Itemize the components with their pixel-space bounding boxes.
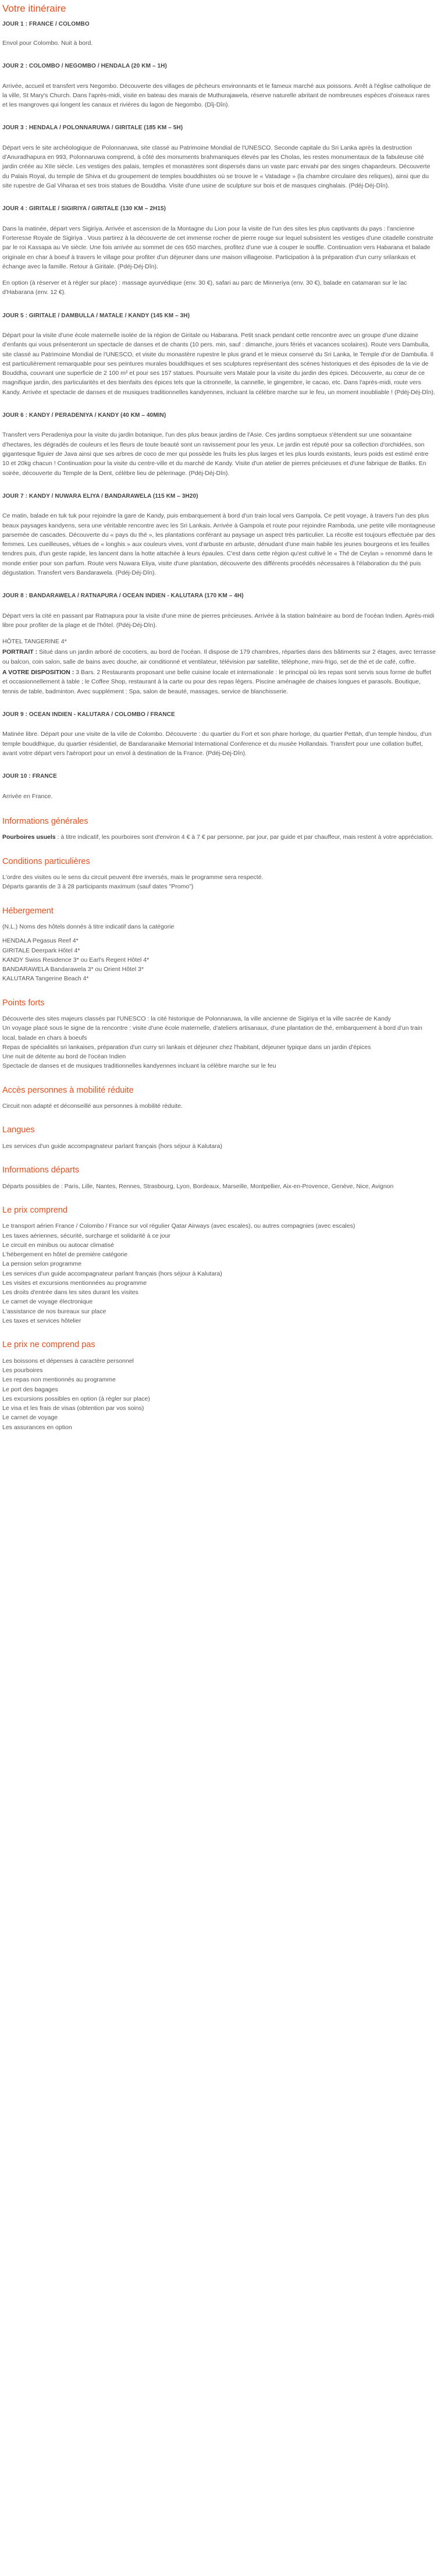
day-6 [2, 411, 436, 478]
list-item: Les visites et excursions mentionnées au programme [2, 1279, 147, 1287]
day-3 [2, 123, 436, 190]
section-title: Langues [2, 1125, 35, 1135]
section-conditions [2, 855, 436, 892]
hotel-heading: HÔTEL TANGERINE 4* [2, 638, 67, 646]
list-item: Le transport aérien France / Colombo / France sur vol régulier Qatar Airways (avec escales), ou autres compagnies (avec escales) [2, 1223, 355, 1230]
day-1 [2, 20, 436, 48]
highlights-list [2, 1014, 436, 1071]
section-highlights [2, 997, 436, 1071]
list-item: Les pourboires [2, 1367, 43, 1374]
section-title: Hébergement [2, 906, 54, 916]
section-languages [2, 1124, 436, 1151]
conditions-list [2, 873, 436, 892]
day-description: Départ pour la visite d'une école maternelle isolée de la région de Giritale ou Habarana. Petit snack pendant cette rencontre avec un groupe d'une dizaine d'enfants qui vous présenteront un spectacle de danses et de chants (10 pers. min, sauf : dimanche, jours fériés et vacances scolaires). Route vers Dambulla, site classé au Patrimoine Mondial de l'UNESCO, et visite du monastère rupestre le plus grand et le mieux conservé du Sri Lanka, le Temple d'or de Dambulla. Il est particulièrement remarquable pour ses peintures murales bouddhiques et ses sculptures représentant des scènes historiques et des épisodes de la vie de Bouddha, couvrant une superficie de 2 100 m² et pour ses 157 statues. Poursuite vers Matale pour la visite du jardin des épices. Découverte, au cœur de ce magnifique jardin, des particularités et des bienfaits des épices tels que la citronnelle, la cannelle, le gingembre, le cacao, etc. Dans l'après-midi, route vers Kandy. Arrivée et spectacle de danses et de musiques traditionnelles kandyennes, incluant la célèbre marche sur le feu, un moment inoubliable ! (Pdéj-Déj-Dîn). [2, 332, 435, 396]
hotel-amenities-label: A VOTRE DISPOSITION : [2, 668, 74, 676]
list-item: Les taxes aériennes, sécurité, surcharge et solidarité à ce jour [2, 1232, 170, 1239]
list-item: KALUTARA Tangerine Beach 4* [2, 975, 89, 983]
tips-label: Pourboires usuels [2, 834, 56, 841]
list-item: Les boissons et dépenses à caractère personnel [2, 1357, 134, 1365]
list-item: Repas de spécialités sri lankaises, préparation d'un curry sri lankais et déjeuner chez l'habitant, déjeuner typique dans un jardin d'épices [2, 1043, 371, 1051]
includes-list [2, 1221, 436, 1326]
day-5 [2, 311, 436, 397]
day-title: JOUR 10 : FRANCE [2, 773, 57, 780]
list-item: Le carnet de voyage [2, 1414, 58, 1422]
list-item: Les repas non mentionnés au programme [2, 1376, 116, 1384]
list-item: Le carnet de voyage électronique [2, 1298, 93, 1306]
list-item: L'assistance de nos bureaux sur place [2, 1308, 106, 1315]
departures-text: Départs possibles de : Paris, Lille, Nantes, Rennes, Strasbourg, Lyon, Bordeaux, Marseille, Montpellier, Aix-en-Provence, Genève, Nice, Avignon [2, 1182, 394, 1190]
list-item: L'ordre des visites ou le sens du circuit peuvent être inversés, mais le programme sera respecté. [2, 874, 264, 881]
day-title: JOUR 7 : KANDY / NUWARA ELIYA / BANDARAWELA (115 KM – 3H20) [2, 492, 198, 499]
list-item: Découverte des sites majeurs classés par l'UNESCO : la cité historique de Polonnaruwa, la ville ancienne de Sigiriya et la ville sacrée de Kandy [2, 1015, 391, 1023]
day-description: Arrivée en France. [2, 792, 53, 800]
accessibility-text: Circuit non adapté et déconseillé aux personnes à mobilité réduite. [2, 1103, 183, 1110]
day-title: JOUR 5 : GIRITALE / DAMBULLA / MATALE / KANDY (145 KM – 3H) [2, 312, 190, 319]
day-option: En option (à réserver et à régler sur place) : massage ayurvédique (env. 30 €), safari au parc de Minneriya (env. 30 €), balade en catamaran sur le lac d'Habarana (env. 12 €). [2, 279, 407, 296]
section-title: Conditions particulières [2, 856, 90, 866]
list-item: Spectacle de danses et de musiques traditionnelles kandyennes incluant la célèbre marche sur le feu [2, 1062, 276, 1070]
day-description: Ce matin, balade en tuk tuk pour rejoindre la gare de Kandy, puis embarquement à bord d'un train local vers Gampola. Ce petit voyage, à travers l'un des plus beaux paysages kandyens, sera une véritable rencontre avec les Sri Lankais. Arrivée à Gampola et route pour rejoindre Ramboda, une petite ville montagneuse parsemée de cascades. Découverte du « pays du thé », les plantations conférant au paysage un aspect très particulier. La récolte est toujours effectuée par des femmes. Les cueilleuses, vêtues de « longhis » aux couleurs vives, vont d'arbuste en arbuste, dénudant d'une main habile les jeunes bourgeons et les feuilles tendres puis, d'un geste rapide, les lancent dans la hotte attachée à leurs épaules. C'est dans cette région qu'est cultivé le « Thé de Ceylan » renommé dans le monde entier pour son parfum. Route vers Nuwara Eliya, visite d'une plantation, découverte des différents procédés nécessaires à l'élaboration du thé puis dégustation. Transfert vers Bandarawela. (Pdéj-Déj-Dîn). [2, 512, 436, 576]
day-4 [2, 204, 436, 297]
day-7 [2, 492, 436, 577]
day-description: Matinée libre. Départ pour une visite de la ville de Colombo. Découverte : du quartier du Fort et son phare horloge, du quartier Pettah, d'un temple hindou, d'un temple bouddhique, du quartier résidentiel, de Bandaranaike Memorial International Conference et du musée Hollandais. Transfert pour une collation buffet, avant votre départ vers l'aéroport pour un envol à destination de la France. (Pdéj-Déj-Dîn). [2, 731, 432, 757]
day-title: JOUR 1 : FRANCE / COLOMBO [2, 21, 90, 28]
day-9 [2, 710, 436, 758]
day-8 [2, 591, 436, 696]
section-accessibility [2, 1084, 436, 1111]
list-item: GIRITALE Deerpark Hôtel 4* [2, 947, 80, 954]
hotel-info [2, 637, 436, 696]
section-departures [2, 1164, 436, 1191]
day-description: Départ vers le site archéologique de Polonnaruwa, site classé au Patrimoine Mondial de l'UNESCO. Seconde capitale du Sri Lanka après la destruction d'Anuradhapura en 993, Polonnaruwa comprend, à côté des monuments brahmaniques élevés par les Cholas, les restes monumentaux de la fabuleuse cité jardin créée au XIIe siècle. Les vestiges des palais, temples et monastères sont dispersés dans un vaste parc envahi par des singes chapardeurs. Découverte du Palais Royal, du temple de Shiva et du groupement de temples bouddhistes où se trouve le « Vatadage » (la chambre circulaire des reliques), ainsi que du site rupestre de Gal Viharaa et ses trois statues de Bouddha. Visite d'une usine de sculpture sur bois et de masques cinghalais. (Pdéj-Déj-Dîn). [2, 144, 431, 189]
list-item: Le port des bagages [2, 1386, 58, 1393]
section-price-includes [2, 1204, 436, 1326]
section-general-info [2, 815, 436, 842]
hotel-amenities [2, 668, 436, 696]
tips-text: : à titre indicatif, les pourboires sont d'environ 4 € à 7 € par personne, par jour, par guide et par chauffeur, mais restent à votre appréciation. [55, 834, 433, 841]
list-item: La pension selon programme [2, 1260, 81, 1268]
list-item: Un voyage placé sous le signe de la rencontre : visite d'une école maternelle, d'ateliers artisanaux, d'une plantation de thé, embarquement à bord d'un train local, balade en chars à boeufs [2, 1025, 422, 1041]
section-title: Informations départs [2, 1165, 80, 1175]
day-title: JOUR 9 : OCEAN INDIEN - KALUTARA / COLOMBO / FRANCE [2, 711, 175, 718]
day-description: Envol pour Colombo. Nuit à bord. [2, 39, 93, 47]
section-title: Informations générales [2, 816, 88, 826]
day-description: Départ vers la cité en passant par Ratnapura pour la visite d'une mine de pierres précieuses. Arrivée à la station balnéaire au bord de l'océan Indien. Après-midi libre pour profiter de la plage et de l'hôtel. (Pdéj-Déj-Dîn). [2, 612, 435, 629]
list-item: Les assurances en option [2, 1423, 72, 1431]
section-title: Le prix comprend [2, 1205, 68, 1215]
list-item: L'hébergement en hôtel de première catégorie [2, 1251, 128, 1259]
list-item: Le circuit en minibus ou autocar climatisé [2, 1241, 115, 1249]
page-title: Votre itinéraire [2, 3, 66, 14]
hotel-portrait-text: Situé dans un jardin arboré de cocotiers, au bord de l'océan. Il dispose de 179 chambres, réparties dans des bâtiments sur 2 étages, avec terrasse ou balcon, coin salon, salle de bains avec douche, air conditionné et ventilateur, télévision par satellite, téléphone, mini-frigo, set de thé et de café, coffre. [2, 649, 436, 665]
tips-info [2, 832, 436, 842]
day-title: JOUR 2 : COLOMBO / NEGOMBO / HENDALA (20 KM – 1H) [2, 63, 167, 70]
list-item: Départs garantis de 3 à 28 participants maximum (sauf dates "Promo") [2, 883, 194, 891]
list-item: Les services d'un guide accompagnateur parlant français (hors séjour à Kalutara) [2, 1270, 222, 1277]
day-2 [2, 62, 436, 109]
day-10 [2, 772, 436, 801]
section-lodging [2, 905, 436, 984]
hotel-amenities-text: 3 Bars. 2 Restaurants proposant une belle cuisine locale et internationale : le principal où les repas sont servis sous forme de buffet et occasionnellement à table ; le Coffee Shop, restaurant à la carte ou pour des repas légers. Piscine aménagée de chaises longues et parasols. Boutique, tennis de table, badminton. Avec supplément : Spa, salon de beauté, massages, service de blanchisserie. [2, 668, 432, 695]
section-title: Accès personnes à mobilité réduite [2, 1085, 134, 1095]
day-description: Transfert vers Peradeniya pour la visite du jardin botanique, l'un des plus beaux jardins de l'Asie. Ces jardins somptueux s'étendent sur une soixantaine d'hectares, les dégradés de couleurs et les fleurs de toute beauté sont un ravissement pour les yeux. Le jardin est réputé pour sa collection d'orchidées, son gigantesque figuier de Java ainsi que ses arbres de coco de mer qui possède les fruits les plus larges et les plus lourds existants, leurs poids est estimé entre 10 et 20kg chacun ! Continuation pour la visite du centre-ville et du marché de Kandy. Visite d'un atelier de pierres précieuses et d'une fabrique de Batiks. En soirée, découverte du Temple de la Dent, célèbre lieu de pèlerinage. (Pdéj-Déj-Dîn). [2, 431, 429, 477]
lodging-intro: (N.L.) Noms des hôtels donnés à titre indicatif dans la catégorie [2, 923, 175, 931]
day-title: JOUR 6 : KANDY / PERADENIYA / KANDY (40 KM – 40MIN) [2, 412, 166, 419]
day-description: Arrivée, accueil et transfert vers Negombo. Découverte des villages de pêcheurs environnants et le fameux marché aux poissons. Arrêt à l'église catholique de la ville, St Mary's Church. Dans l'après-midi, visite en bateau des marais de Muthurajawela, réserve naturelle abritant de nombreuses espèces d'oiseaux rares et les mangroves qui longent les canaux et rivières du lagon de Negombo. (Dîj-Dîn). [2, 82, 431, 109]
excludes-list [2, 1356, 436, 1432]
hotel-portrait-label: PORTRAIT : [2, 649, 38, 656]
day-title: JOUR 4 : GIRITALE / SIGIRIYA / GIRITALE (130 KM – 2H15) [2, 205, 166, 212]
list-item: Les excursions possibles en option (à régler sur place) [2, 1395, 150, 1402]
list-item: Les taxes et services hôtelier [2, 1317, 81, 1325]
day-description: Dans la matinée, départ vers Sigiriya. Arrivée et ascension de la Montagne du Lion pour la visite de l'un des sites les plus captivants du pays : l'ancienne Forteresse Royale de Sigiriya . Vous partirez à la découverte de cet immense rocher de pierre rouge sur lequel subsistent les vestiges d'une citadelle construite par le roi Kassapa au Ve siècle. Une fois arrivée au sommet de ces 650 marches, profitez d'une vue à couper le souffle. Continuation vers Habarana et balade originale en char à boeuf à travers le village pour profiter d'un déjeuner dans une maison villageoise. Participation à la préparation d'un curry srilankais et échange avec la famille. Retour à Giritale. (Pdéj-Déj-Dîn). [2, 225, 433, 270]
hotel-portrait [2, 647, 436, 667]
day-title: JOUR 3 : HENDALA / POLONNARUWA / GIRITALE (185 KM – 5H) [2, 125, 183, 132]
section-title: Points forts [2, 998, 45, 1008]
list-item: Le visa et les frais de visas (obtention par vos soins) [2, 1405, 144, 1412]
hotel-list [2, 936, 436, 983]
list-item: Les droits d'entrée dans les sites durant les visites [2, 1289, 138, 1296]
languages-text: Les services d'un guide accompagnateur parlant français (hors séjour à Kalutara) [2, 1142, 222, 1150]
section-price-excludes [2, 1338, 436, 1432]
list-item: Une nuit de détente au bord de l'océan Indien [2, 1053, 126, 1061]
list-item: HENDALA Pegasus Reef 4* [2, 937, 79, 945]
list-item: BANDARAWELA Bandarawela 3* ou Orient Hôtel 3* [2, 966, 144, 973]
section-title: Le prix ne comprend pas [2, 1340, 95, 1350]
list-item: KANDY Swiss Residence 3* ou Earl's Regent Hôtel 4* [2, 956, 150, 963]
day-title: JOUR 8 : BANDARAWELA / RATNAPURA / OCEAN INDIEN - KALUTARA (170 KM – 4H) [2, 593, 244, 600]
